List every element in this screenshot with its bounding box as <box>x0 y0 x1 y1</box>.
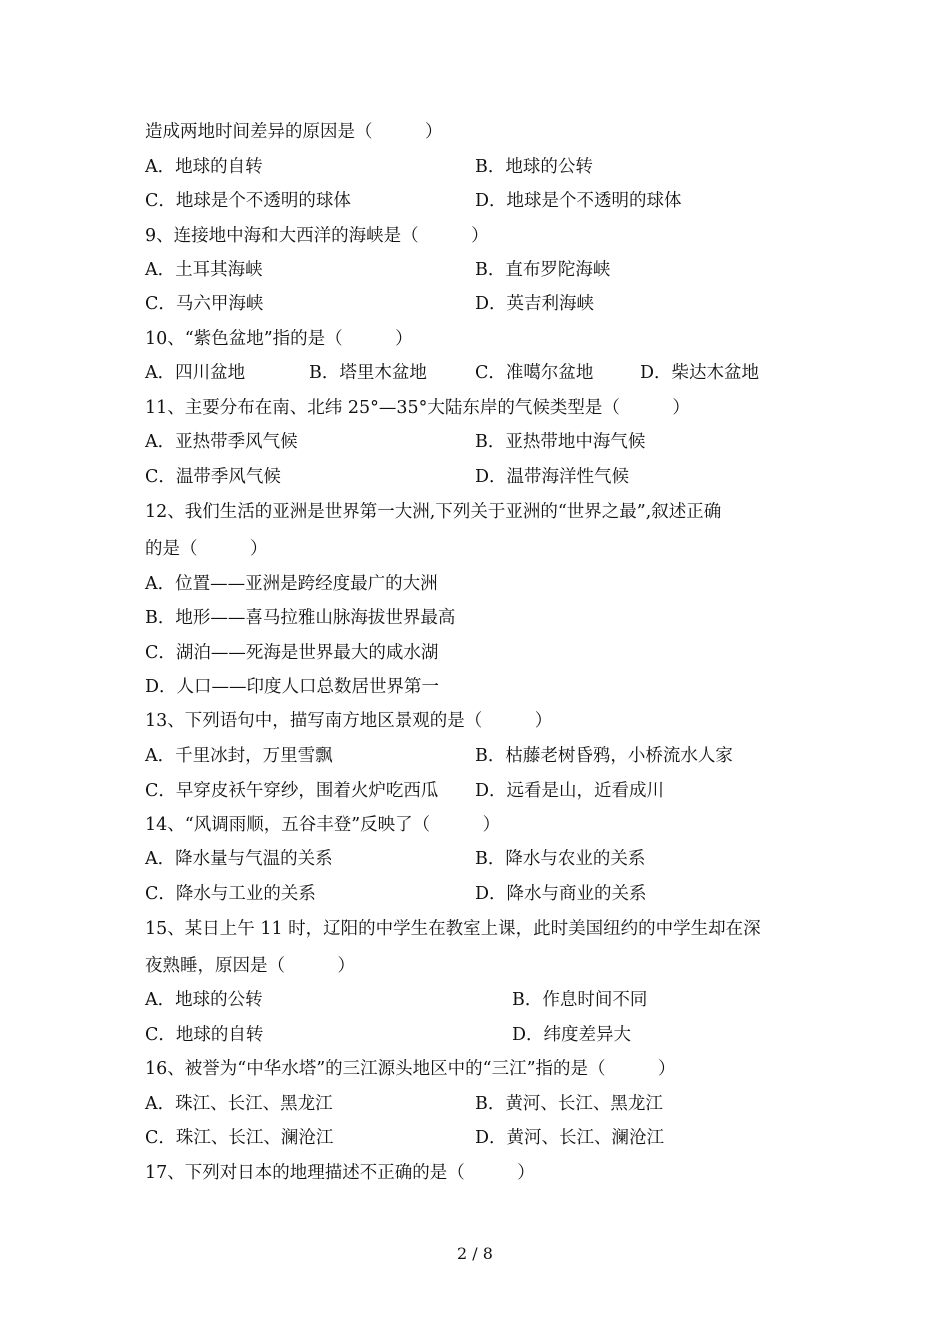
q8-option-b: B．地球的公转 <box>475 157 593 177</box>
question-15-stem-continued: 夜熟睡，原因是（ ） <box>145 956 355 976</box>
q10-option-a: A．四川盆地 <box>145 363 246 383</box>
page-number: 2 / 8 <box>457 1244 493 1263</box>
q11-option-d: D．温带海洋性气候 <box>475 467 630 487</box>
q12-option-a: A．位置——亚洲是跨经度最广的大洲 <box>145 574 438 594</box>
q14-option-b: B．降水与农业的关系 <box>475 849 646 869</box>
question-10-stem: 10、“紫色盆地”指的是（ ） <box>145 329 413 349</box>
q11-option-c: C．温带季风气候 <box>145 467 281 487</box>
q11-option-a: A．亚热带季风气候 <box>145 432 298 452</box>
question-15-stem: 15、某日上午 11 时，辽阳的中学生在教室上课，此时美国纽约的中学生却在深 <box>145 919 761 939</box>
q8-option-a: A．地球的自转 <box>145 157 263 177</box>
q16-option-a: A．珠江、长江、黑龙江 <box>145 1094 333 1114</box>
q13-option-a: A．千里冰封，万里雪飘 <box>145 746 333 766</box>
q14-option-a: A．降水量与气温的关系 <box>145 849 333 869</box>
q9-option-c: C．马六甲海峡 <box>145 294 264 314</box>
question-11-stem: 11、主要分布在南、北纬 25°—35°大陆东岸的气候类型是（ ） <box>145 398 690 418</box>
q14-option-c: C．降水与工业的关系 <box>145 884 316 904</box>
q9-option-a: A．土耳其海峡 <box>145 260 263 280</box>
question-9-stem: 9、连接地中海和大西洋的海峡是（ ） <box>145 226 489 246</box>
q13-option-d: D．远看是山，近看成川 <box>475 781 665 801</box>
question-16-stem: 16、被誉为“中华水塔”的三江源头地区中的“三江”指的是（ ） <box>145 1059 676 1079</box>
q16-option-c: C．珠江、长江、澜沧江 <box>145 1128 334 1148</box>
q11-option-b: B．亚热带地中海气候 <box>475 432 646 452</box>
q9-option-d: D．英吉利海峡 <box>475 294 595 314</box>
q9-option-b: B．直布罗陀海峡 <box>475 260 611 280</box>
q16-option-d: D．黄河、长江、澜沧江 <box>475 1128 665 1148</box>
q15-option-b: B．作息时间不同 <box>512 990 648 1010</box>
q10-option-b: B．塔里木盆地 <box>309 363 427 383</box>
question-8-stem-continued: 造成两地时间差异的原因是（ ） <box>145 122 443 142</box>
q14-option-d: D．降水与商业的关系 <box>475 884 647 904</box>
q13-option-b: B．枯藤老树昏鸦，小桥流水人家 <box>475 746 733 766</box>
question-12-stem-continued: 的是（ ） <box>145 539 268 559</box>
q12-option-b: B．地形——喜马拉雅山脉海拔世界最高 <box>145 608 456 628</box>
q12-option-c: C．湖泊——死海是世界最大的咸水湖 <box>145 643 439 663</box>
q15-option-a: A．地球的公转 <box>145 990 263 1010</box>
question-14-stem: 14、“风调雨顺，五谷丰登”反映了（ ） <box>145 815 501 835</box>
q8-option-d: D．地球是个不透明的球体 <box>475 191 682 211</box>
question-12-stem: 12、我们生活的亚洲是世界第一大洲,下列关于亚洲的“世界之最”,叙述正确 <box>145 502 722 522</box>
q13-option-c: C．早穿皮袄午穿纱，围着火炉吃西瓜 <box>145 781 439 801</box>
question-17-stem: 17、下列对日本的地理描述不正确的是（ ） <box>145 1163 535 1183</box>
q10-option-d: D．柴达木盆地 <box>640 363 760 383</box>
q15-option-c: C．地球的自转 <box>145 1025 264 1045</box>
q10-option-c: C．准噶尔盆地 <box>475 363 594 383</box>
q12-option-d: D．人口——印度人口总数居世界第一 <box>145 677 440 697</box>
q15-option-d: D．纬度差异大 <box>512 1025 632 1045</box>
q16-option-b: B．黄河、长江、黑龙江 <box>475 1094 663 1114</box>
q8-option-c: C．地球是个不透明的球体 <box>145 191 351 211</box>
question-13-stem: 13、下列语句中，描写南方地区景观的是（ ） <box>145 711 553 731</box>
